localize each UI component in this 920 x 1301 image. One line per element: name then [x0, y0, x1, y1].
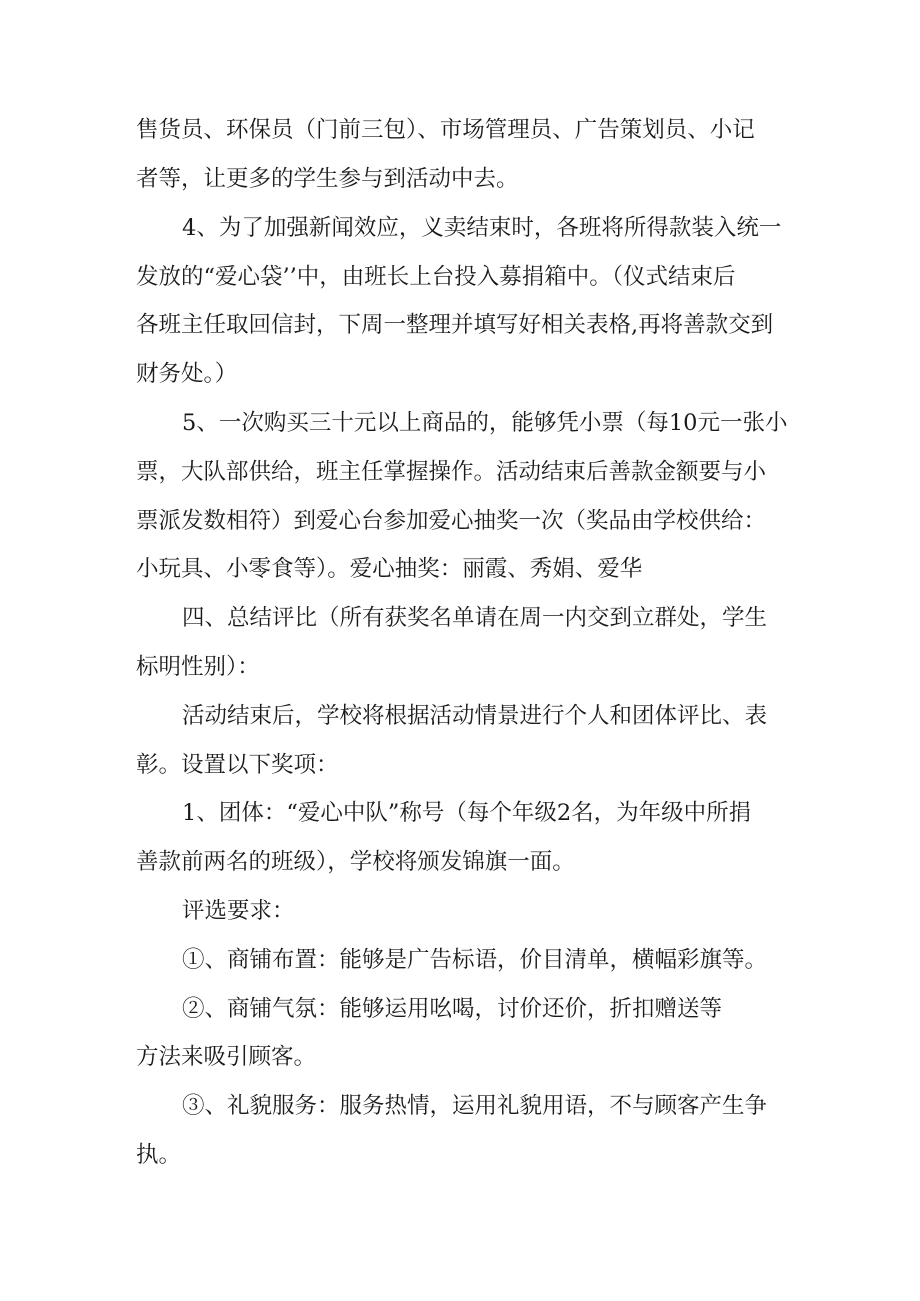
- text-line: 发放的“爱心袋’’中，由班长上台投入募捐箱中。（仪式结束后: [136, 264, 736, 290]
- text-line: 方法来吸引顾客。: [136, 1044, 317, 1070]
- paragraph-start-line: 5、一次购买三十元以上商品的，能够凭小票（每10元一张小: [182, 410, 788, 436]
- text-line: 票派发数相符）到爱心台参加爱心抽奖一次（奖品由学校供给：: [136, 508, 767, 534]
- text-line: 善款前两名的班级），学校将颁发锦旗一面。: [136, 849, 575, 875]
- text-line: 财务处。）: [136, 361, 238, 387]
- paragraph-start-line: 1、团体：“爱心中队”称号（每个年级2名，为年级中所捐: [182, 800, 752, 826]
- list-item-line: ③、礼貌服务：服务热情，运用礼貌用语，不与顾客产生争: [182, 1093, 768, 1119]
- paragraph-start-line: 4、为了加强新闻效应，义卖结束时，各班将所得款装入统一: [182, 215, 782, 241]
- text-line: 小玩具、小零食等）。爱心抽奖：丽霞、秀娟、爱华: [136, 556, 643, 582]
- text-line: 各班主任取回信封，下周一整理并填写好相关表格,再将善款交到: [136, 312, 774, 338]
- list-item-line: ②、商铺气氛：能够运用吆喝，讨价还价，折扣赠送等: [182, 996, 723, 1022]
- list-item-line: ①、商铺布置：能够是广告标语，价目清单，横幅彩旗等。: [182, 947, 768, 973]
- text-line: 者等，让更多的学生参与到活动中去。: [136, 166, 519, 192]
- paragraph-start-line: 评选要求：: [182, 898, 295, 924]
- text-line: 执。: [136, 1142, 182, 1168]
- paragraph-start-line: 活动结束后，学校将根据活动情景进行个人和团体评比、表: [182, 703, 768, 729]
- text-line: 票，大队部供给，班主任掌握操作。活动结束后善款金额要与小: [136, 459, 767, 485]
- text-line: 售货员、环保员（门前三包）、市场管理员、广告策划员、小记: [136, 117, 755, 143]
- text-line: 标明性别）：: [136, 654, 260, 680]
- section-heading-line: 四、总结评比（所有获奖名单请在周一内交到立群处，学生: [182, 605, 768, 631]
- text-line: 彰。设置以下奖项：: [136, 752, 339, 778]
